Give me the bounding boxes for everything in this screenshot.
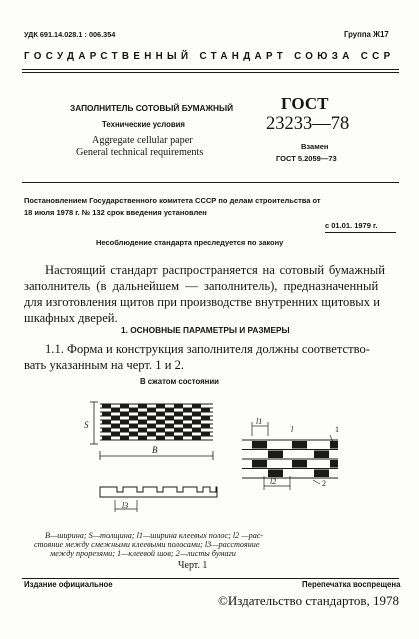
glue-strip xyxy=(165,433,174,436)
glue-seam xyxy=(314,470,329,478)
glue-strip xyxy=(183,409,192,412)
glue-seam xyxy=(292,441,307,449)
paper-strips xyxy=(100,404,213,440)
replaced-standard: ГОСТ 5.2059—73 xyxy=(276,154,337,163)
label-2: 2 xyxy=(322,479,326,488)
glue-strip xyxy=(138,437,147,440)
group-code: Группа Ж17 xyxy=(344,30,389,39)
effective-date: с 01.01. 1979 г. xyxy=(325,221,378,230)
glue-strip xyxy=(102,413,111,416)
glue-strip xyxy=(120,437,129,440)
label-s: S xyxy=(84,420,89,430)
state-standard-banner: ГОСУДАРСТВЕННЫЙ СТАНДАРТ СОЮЗА ССР xyxy=(24,51,395,62)
glue-strip xyxy=(174,437,183,440)
glue-strip xyxy=(156,429,165,432)
glue-strip xyxy=(147,417,156,420)
glue-strip xyxy=(201,417,210,420)
glue-strip xyxy=(138,405,147,408)
glue-strip xyxy=(147,409,156,412)
dimension-s xyxy=(90,402,98,444)
official-edition: Издание официальное xyxy=(24,580,113,589)
intro-line: шкафных дверей. xyxy=(24,311,118,325)
glue-strip xyxy=(111,417,120,420)
udk-code: УДК 691.14.028.1 : 006.354 xyxy=(24,30,116,39)
glue-seam xyxy=(330,460,338,468)
glue-strip xyxy=(102,437,111,440)
glue-seam xyxy=(292,460,307,468)
intro-line: заполнитель (в дальнейшем — заполнитель), предназначенный xyxy=(24,279,379,293)
label-top-l: l xyxy=(291,425,294,434)
glue-strip xyxy=(174,421,183,424)
glue-strip xyxy=(192,437,201,440)
glue-strip xyxy=(201,409,210,412)
glue-strip xyxy=(192,413,201,416)
intro-line: Настоящий стандарт распространяется на сотовый бумажный xyxy=(45,263,386,277)
figure-caption: В сжатом состоянии xyxy=(140,377,219,386)
glue-strip xyxy=(174,405,183,408)
glue-strip xyxy=(192,421,201,424)
glue-strip xyxy=(147,433,156,436)
glue-strip xyxy=(102,421,111,424)
glue-strip xyxy=(129,409,138,412)
glue-strip xyxy=(183,417,192,420)
figure-legend-line: стояние между смежными клеевыми полосами; l3—расстояние xyxy=(34,540,260,549)
glue-strip xyxy=(120,413,129,416)
glue-strip xyxy=(183,425,192,428)
copyright: ©Издательство стандартов, 1978 xyxy=(218,593,400,608)
label-b: B xyxy=(152,445,158,455)
slot-profile-view xyxy=(100,487,217,512)
glue-strip xyxy=(120,405,129,408)
glued-layers xyxy=(242,440,338,478)
decree-line-2: 18 июля 1978 г. № 132 срок введения установлен xyxy=(24,208,207,217)
clause-1-1-line: вать указанным на черт. 1 и 2. xyxy=(24,358,185,372)
reprint-notice: Перепечатка воспрещена xyxy=(302,580,401,589)
glue-strip xyxy=(129,433,138,436)
glue-strip xyxy=(201,425,210,428)
glue-strip xyxy=(201,433,210,436)
honeycomb-compressed-view xyxy=(84,402,213,460)
figure-legend-line: между прорезями; 1—клеевой шов; 2—листы бумаги xyxy=(50,549,236,558)
gost-number: 23233—78 xyxy=(266,114,350,134)
glue-strip xyxy=(147,425,156,428)
english-subtitle: General technical requirements xyxy=(76,147,204,158)
glue-strip xyxy=(129,425,138,428)
glue-seam xyxy=(314,451,329,459)
glue-strip xyxy=(138,421,147,424)
glue-seam xyxy=(268,470,283,478)
gost-label: ГОСТ xyxy=(281,94,329,113)
section-heading: 1. ОСНОВНЫЕ ПАРАМЕТРЫ И РАЗМЕРЫ xyxy=(121,325,290,335)
glue-strip xyxy=(120,429,129,432)
glue-strip xyxy=(165,409,174,412)
label-l1: l1 xyxy=(256,417,263,426)
glue-strip xyxy=(138,429,147,432)
glue-strip xyxy=(111,425,120,428)
label-l3: l3 xyxy=(122,501,129,510)
glue-strip xyxy=(156,413,165,416)
slotted-edge xyxy=(100,487,217,497)
glue-strip xyxy=(138,413,147,416)
clause-1-1-line: 1.1. Форма и конструкция заполнителя должны соответство- xyxy=(45,342,370,356)
label-1: 1 xyxy=(335,425,339,434)
footer-rule xyxy=(22,578,399,579)
glue-strip xyxy=(192,429,201,432)
glue-strip xyxy=(156,405,165,408)
glue-strip xyxy=(192,405,201,408)
glue-strip xyxy=(120,421,129,424)
cross-section-view xyxy=(242,417,339,490)
penalty-notice: Несоблюдение стандарта преследуется по закону xyxy=(96,238,284,247)
leader-2 xyxy=(313,480,320,484)
glue-strip xyxy=(183,433,192,436)
figure-label: Черт. 1 xyxy=(178,560,208,571)
glue-strip xyxy=(102,405,111,408)
document-subtitle: Технические условия xyxy=(102,120,185,129)
label-l2: l2 xyxy=(270,477,277,486)
glue-strip xyxy=(174,429,183,432)
glue-strip xyxy=(165,417,174,420)
document-title: ЗАПОЛНИТЕЛЬ СОТОВЫЙ БУМАЖНЫЙ xyxy=(70,103,234,113)
glue-seam xyxy=(252,441,267,449)
glue-strip xyxy=(156,437,165,440)
glue-seam xyxy=(252,460,267,468)
glue-strip xyxy=(156,421,165,424)
glue-seam xyxy=(268,451,283,459)
figure-legend-line: B—ширина; S—толщина; l1—ширина клеевых полос; l2 —рас- xyxy=(45,531,264,540)
glue-strip xyxy=(111,409,120,412)
intro-line: для изготовления щитов при производстве внутренних щитовых и xyxy=(24,295,380,309)
glue-strip xyxy=(111,433,120,436)
glue-strip xyxy=(129,417,138,420)
english-title: Aggregate cellular paper xyxy=(92,135,193,146)
glue-strip xyxy=(165,425,174,428)
glue-strip xyxy=(102,429,111,432)
glue-strip xyxy=(174,413,183,416)
decree-line-1: Постановлением Государственного комитета СССР по делам строительства от xyxy=(24,196,321,205)
replace-label: Взамен xyxy=(301,142,329,151)
